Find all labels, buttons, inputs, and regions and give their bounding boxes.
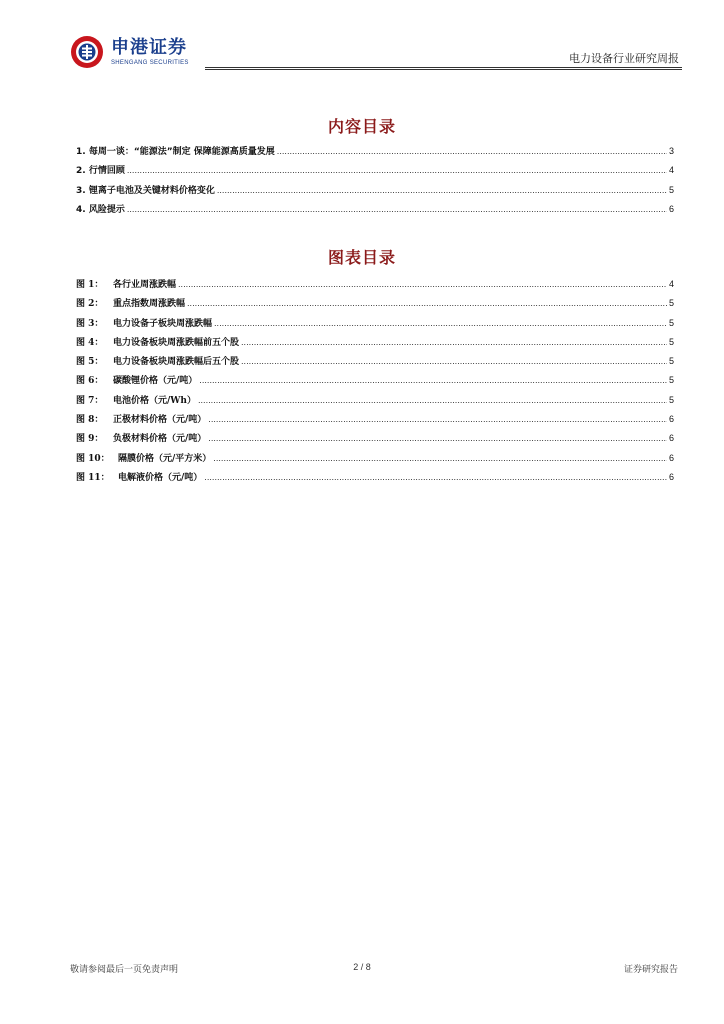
figure-label: 重点指数周涨跌幅 xyxy=(113,299,186,310)
leader-dots xyxy=(213,449,667,468)
leader-dots xyxy=(127,200,667,219)
report-category: 证券研究报告 xyxy=(623,965,678,975)
figure-number: 图 6： xyxy=(76,376,104,387)
contents-entry-label: 4. 风险提示 xyxy=(76,204,125,215)
figure-entry[interactable] xyxy=(76,429,674,448)
contents-entry-page: 3 xyxy=(668,146,674,156)
figure-entry[interactable] xyxy=(76,449,674,468)
figure-page: 5 xyxy=(668,317,674,328)
figure-number: 图 1： xyxy=(76,280,104,290)
figure-page: 5 xyxy=(668,375,674,386)
logo-english-name: SHENGANG SECURITIES xyxy=(111,59,189,66)
page-footer xyxy=(0,962,724,982)
figure-page: 6 xyxy=(668,433,674,444)
logo-chinese-name: 申港证券 xyxy=(111,36,187,58)
figure-page: 5 xyxy=(668,356,674,367)
figure-number: 图 4： xyxy=(76,337,104,348)
leader-dots xyxy=(214,314,667,333)
figure-label: 各行业周涨跌幅 xyxy=(113,280,177,290)
figure-number: 图 9： xyxy=(76,434,104,445)
leader-dots xyxy=(208,410,667,429)
leader-dots xyxy=(187,294,667,313)
contents-entry-label: 1. 每周一谈：“能源法”制定 保障能源高质量发展 xyxy=(76,147,275,157)
figure-entry[interactable] xyxy=(76,468,674,487)
figure-entry[interactable] xyxy=(76,371,674,390)
leader-dots xyxy=(178,275,667,294)
figure-page: 5 xyxy=(668,336,674,347)
leader-dots xyxy=(241,333,667,352)
figure-entry[interactable] xyxy=(76,352,674,371)
contents-entry-page: 6 xyxy=(668,203,674,214)
contents-entry-label: 2. 行情回顾 xyxy=(76,166,125,177)
figure-label: 碳酸锂价格（元/吨） xyxy=(113,376,198,387)
figure-entry[interactable] xyxy=(76,275,674,294)
figure-label: 电力设备板块周涨跌幅前五个股 xyxy=(113,337,240,348)
figure-page: 5 xyxy=(668,394,674,405)
figures-list xyxy=(76,275,674,487)
figure-page: 4 xyxy=(668,279,674,289)
figure-label: 负极材料价格（元/吨） xyxy=(113,434,207,445)
company-logo xyxy=(70,34,189,70)
header-divider-secondary xyxy=(205,69,682,70)
leader-dots xyxy=(208,429,667,448)
figure-page: 5 xyxy=(668,298,674,309)
contents-entry-page: 5 xyxy=(668,184,674,195)
figure-label: 正极材料价格（元/吨） xyxy=(113,415,207,426)
figure-entry[interactable] xyxy=(76,314,674,333)
leader-dots xyxy=(217,181,667,200)
leader-dots xyxy=(127,161,667,180)
figure-number: 图 3： xyxy=(76,318,104,329)
figure-number: 图 8： xyxy=(76,415,104,426)
contents-entry[interactable] xyxy=(76,181,674,200)
leader-dots xyxy=(199,371,667,390)
figure-entry[interactable] xyxy=(76,333,674,352)
contents-entry[interactable] xyxy=(76,142,674,161)
figure-entry[interactable] xyxy=(76,410,674,429)
leader-dots xyxy=(277,142,667,161)
header-divider xyxy=(205,67,682,68)
figure-number: 图 2： xyxy=(76,299,104,310)
figure-number: 图 10： xyxy=(76,453,110,464)
contents-entry-label: 3. 锂离子电池及关键材料价格变化 xyxy=(76,185,215,196)
figure-page: 6 xyxy=(668,414,674,425)
page-number: 2 / 8 xyxy=(353,962,371,972)
figure-label: 隔膜价格（元/平方米） xyxy=(118,453,212,464)
logo-emblem-icon xyxy=(70,35,104,69)
figure-entry[interactable] xyxy=(76,391,674,410)
report-type-label: 电力设备行业研究周报 xyxy=(569,52,679,65)
contents-entry[interactable] xyxy=(76,161,674,180)
leader-dots xyxy=(204,468,667,487)
figure-number: 图 7： xyxy=(76,395,104,406)
leader-dots xyxy=(198,391,667,410)
disclaimer-note: 敬请参阅最后一页免责声明 xyxy=(70,965,179,975)
figure-label: 电池价格（元/Wh） xyxy=(113,395,196,406)
figure-page: 6 xyxy=(668,471,674,482)
contents-entry[interactable] xyxy=(76,200,674,219)
leader-dots xyxy=(241,352,667,371)
page-header xyxy=(0,0,724,72)
contents-title: 内容目录 xyxy=(327,117,396,136)
figure-page: 6 xyxy=(668,452,674,463)
figure-label: 电解液价格（元/吨） xyxy=(118,472,203,483)
figure-label: 电力设备子板块周涨跌幅 xyxy=(113,318,213,329)
figure-label: 电力设备板块周涨跌幅后五个股 xyxy=(113,357,240,368)
figure-number: 图 11： xyxy=(76,472,110,483)
figure-number: 图 5： xyxy=(76,357,104,368)
figure-entry[interactable] xyxy=(76,294,674,313)
contents-entry-page: 4 xyxy=(668,165,674,176)
figures-title: 图表目录 xyxy=(327,248,396,267)
contents-list xyxy=(76,142,674,219)
